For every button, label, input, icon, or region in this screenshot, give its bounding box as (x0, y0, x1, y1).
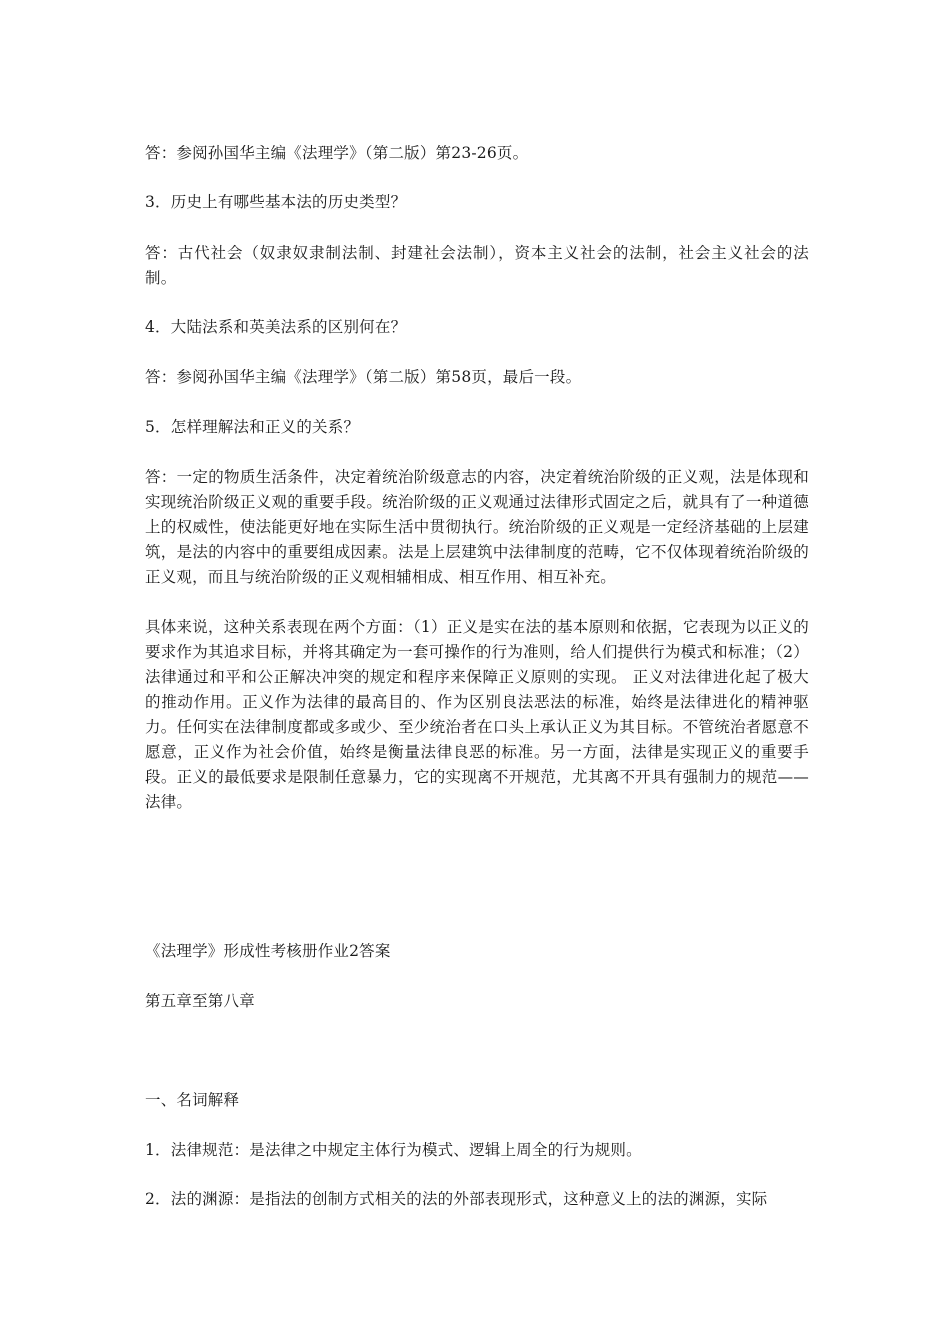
question-5: 5．怎样理解法和正义的关系？ (145, 418, 360, 436)
term-2: 2．法的渊源：是指法的创制方式相关的法的外部表现形式，这种意义上的法的渊源，实际 (145, 1190, 768, 1208)
answer-3: 答：古代社会（奴隶奴隶制法制、封建社会法制），资本主义社会的法制，社会主义社会的法制。 (145, 244, 809, 287)
answer-4: 答：参阅孙国华主编《法理学》（第二版）第58页，最后一段。 (145, 368, 582, 386)
question-4: 4．大陆法系和英美法系的区别何在？ (145, 318, 407, 336)
term-1: 1．法律规范：是法律之中规定主体行为模式、逻辑上周全的行为规则。 (145, 1141, 642, 1159)
part-heading: 一、名词解释 (145, 1091, 240, 1109)
chapter-range: 第五章至第八章 (145, 992, 255, 1010)
answer-5-continued: 具体来说，这种关系表现在两个方面：（1）正义是实在法的基本原则和依据，它表现为以正义的要求作为其追求目标，并将其确定为一套可操作的行为准则，给人们提供行为模式和标准；（2）法律通过和平和公正解决冲突的规定和程序来保障正义原则的实现。 正义对法律进化起了极大的推动作用。正义作为法律的最高目的、作为区别良法恶法的标准，始终是法律进化的精神驱力。任何实在法律制度都或多或少、至少统治者在口头上承认正义为其目标。不管统治者愿意不愿意，正义作为社会价值，始终是衡量法律良恶的标准。另一方面，法律是实现正义的重要手段。正义的最低要求是限制任意暴力，它的实现离不开规范，尤其离不开具有强制力的规范——法律。 (145, 618, 809, 811)
answer-5: 答：一定的物质生活条件，决定着统治阶级意志的内容，决定着统治阶级的正义观，法是体现和实现统治阶级正义观的重要手段。统治阶级的正义观通过法律形式固定之后，就具有了一种道德上的权威性，使法能更好地在实际生活中贯彻执行。统治阶级的正义观是一定经济基础的上层建筑，是法的内容中的重要组成因素。法是上层建筑中法律制度的范畴，它不仅体现着统治阶级的正义观，而且与统治阶级的正义观相辅相成、相互作用、相互补充。 (145, 468, 809, 586)
question-3: 3．历史上有哪些基本法的历史类型？ (145, 193, 407, 211)
section-title: 《法理学》形成性考核册作业2答案 (145, 942, 391, 960)
answer-2: 答：参阅孙国华主编《法理学》（第二版）第23-26页。 (145, 144, 529, 162)
